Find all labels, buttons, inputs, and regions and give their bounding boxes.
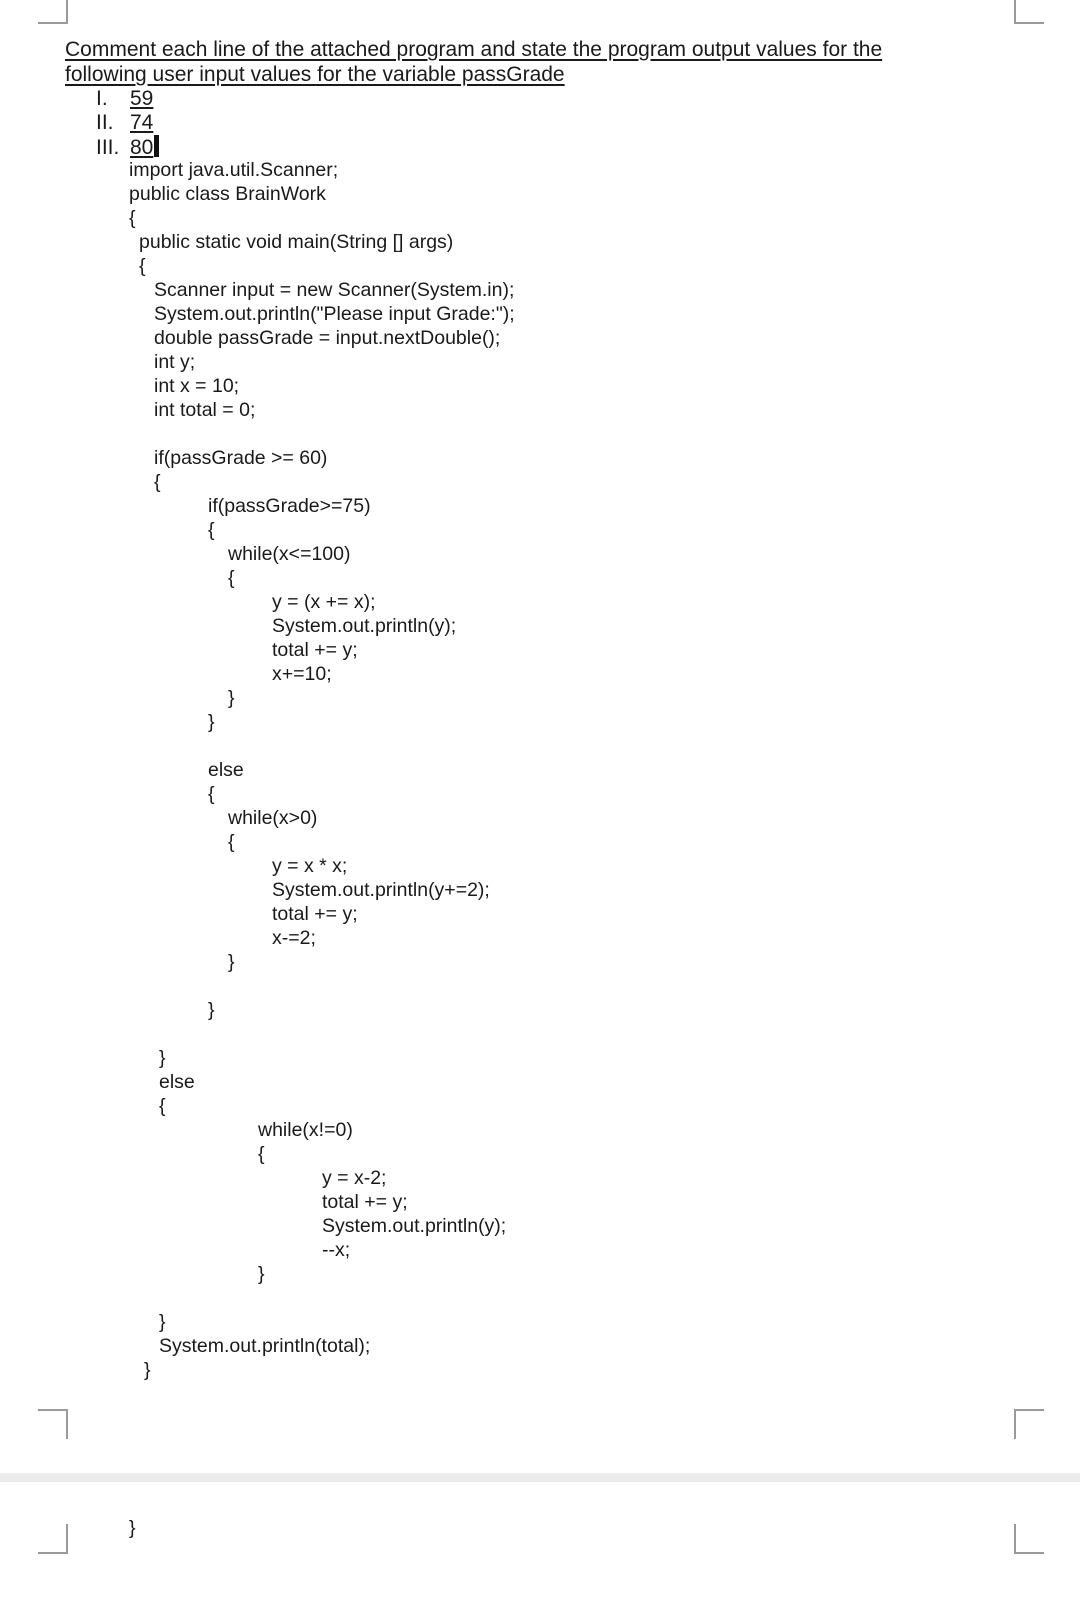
code-line: y = x * x; (272, 855, 348, 877)
code-line: { (208, 783, 215, 805)
code-line: } (228, 687, 235, 709)
text-cursor (154, 135, 159, 157)
code-line: { (154, 471, 161, 493)
code-line: if(passGrade >= 60) (154, 447, 328, 469)
list-numeral: I. (96, 87, 108, 110)
crop-mark (1014, 0, 1044, 24)
code-line: import java.util.Scanner; (129, 159, 339, 181)
code-line: System.out.println(total); (159, 1335, 371, 1357)
crop-mark (38, 1524, 68, 1554)
code-line: else (159, 1071, 195, 1093)
code-line: } (129, 1517, 136, 1539)
code-line: { (228, 567, 235, 589)
code-line: else (208, 759, 244, 781)
document-page-2 (0, 1482, 1080, 1602)
code-line: System.out.println("Please input Grade:"); (154, 303, 515, 325)
input-value: 80 (130, 136, 154, 159)
code-line: double passGrade = input.nextDouble(); (154, 327, 501, 349)
code-line: } (159, 1311, 166, 1333)
code-line: int x = 10; (154, 375, 240, 397)
code-line: public static void main(String [] args) (139, 231, 454, 253)
code-line: System.out.println(y); (272, 615, 457, 637)
code-line: System.out.println(y); (322, 1215, 507, 1237)
code-line: } (208, 711, 215, 733)
list-numeral: III. (96, 136, 120, 159)
page-separator (0, 1473, 1080, 1482)
code-line: } (258, 1263, 265, 1285)
code-line: total += y; (272, 639, 358, 661)
code-line: } (159, 1047, 166, 1069)
question-line-2: following user input values for the variable passGrade (65, 63, 565, 86)
crop-mark (38, 1409, 68, 1439)
question-line-1: Comment each line of the attached program and state the program output values for the (65, 38, 883, 61)
code-line: } (228, 951, 235, 973)
input-item-2 (96, 111, 153, 135)
code-line: x+=10; (272, 663, 332, 685)
code-line: Scanner input = new Scanner(System.in); (154, 279, 515, 301)
code-line: System.out.println(y+=2); (272, 879, 490, 901)
code-line: x-=2; (272, 927, 316, 949)
code-line: } (144, 1359, 151, 1381)
code-line: total += y; (322, 1191, 408, 1213)
crop-mark (1014, 1524, 1044, 1554)
crop-mark (38, 0, 68, 24)
code-line: total += y; (272, 903, 358, 925)
input-value: 74 (130, 111, 154, 134)
code-line: y = (x += x); (272, 591, 376, 613)
code-line: if(passGrade>=75) (208, 495, 371, 517)
question-text (65, 37, 882, 87)
code-line: y = x-2; (322, 1167, 387, 1189)
input-item-3 (96, 135, 159, 160)
code-line: int y; (154, 351, 196, 373)
code-line: { (228, 831, 235, 853)
code-line: { (129, 207, 136, 229)
code-line: while(x>0) (228, 807, 318, 829)
code-line: { (208, 519, 215, 541)
code-line: { (258, 1143, 265, 1165)
code-line: } (208, 999, 215, 1021)
code-line: public class BrainWork (129, 183, 326, 205)
code-line: while(x<=100) (228, 543, 351, 565)
list-numeral: II. (96, 111, 114, 134)
code-line: { (139, 255, 146, 277)
code-line: { (159, 1095, 166, 1117)
code-line: --x; (322, 1239, 351, 1261)
input-value: 59 (130, 87, 154, 110)
crop-mark (1014, 1409, 1044, 1439)
input-item-1 (96, 87, 153, 111)
code-line: int total = 0; (154, 399, 256, 421)
code-line: while(x!=0) (258, 1119, 353, 1141)
